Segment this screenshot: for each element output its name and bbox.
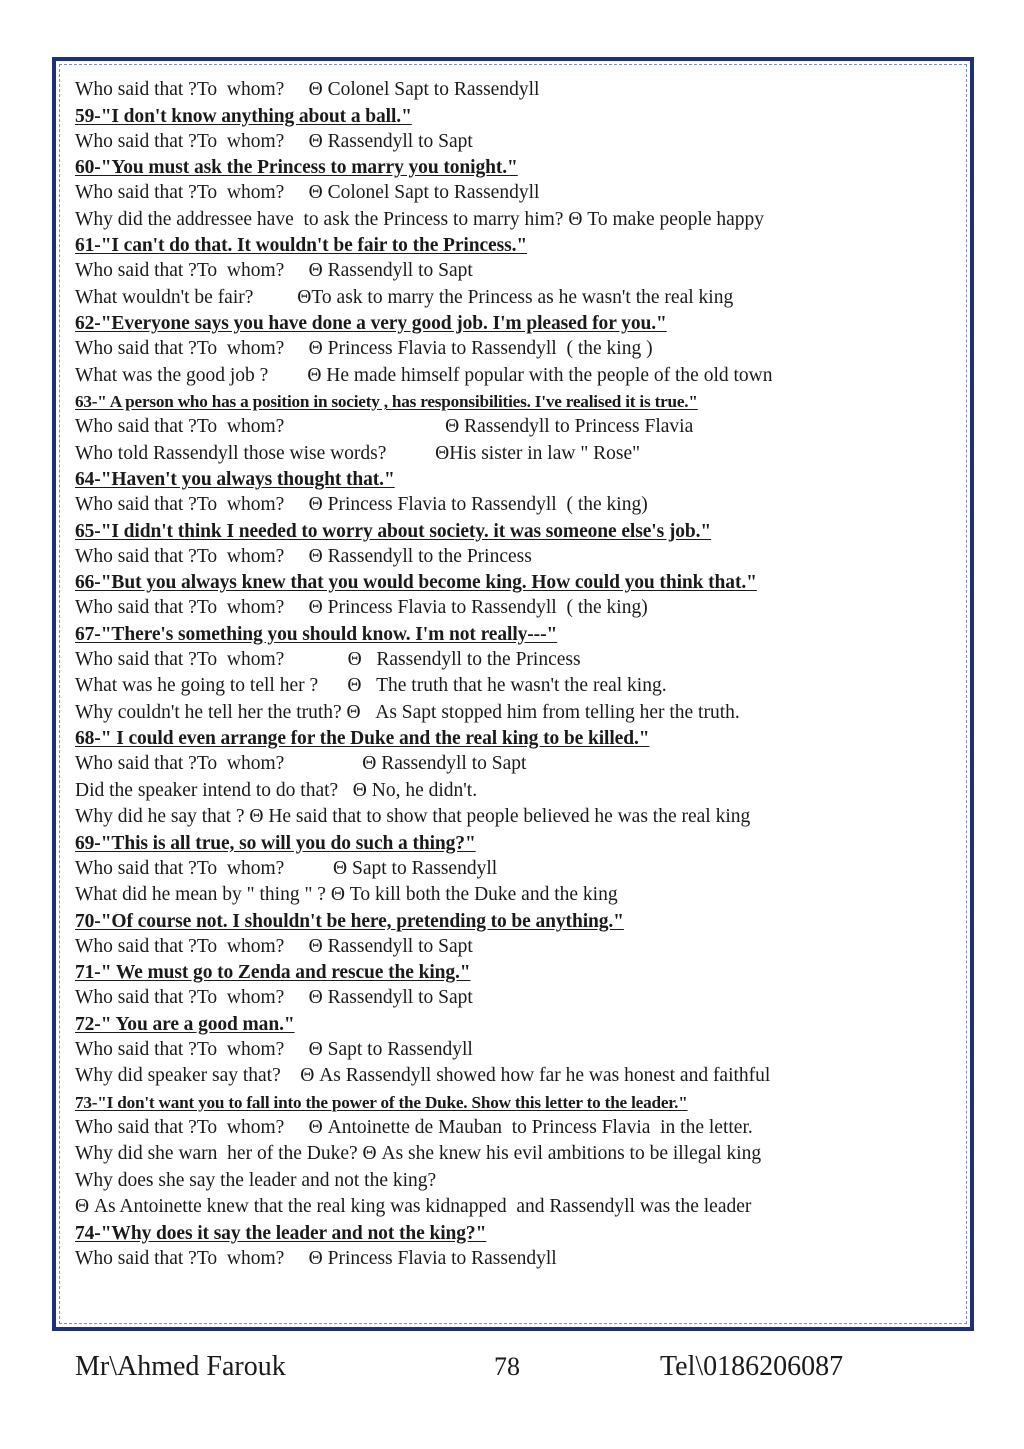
answer-line: Who said that ?To whom? Θ Rassendyll to the Princess	[75, 648, 581, 670]
footer-author: Mr\Ahmed Farouk	[75, 1351, 286, 1382]
quotation-heading: 70-"Of course not. I shouldn't be here, pretending to be anything."	[75, 910, 624, 932]
answer-line: Did the speaker intend to do that? Θ No, he didn't.	[75, 779, 478, 801]
answer-line: What did he mean by " thing " ? Θ To kill both the Duke and the king	[75, 884, 618, 905]
answer-line: Why does she say the leader and not the king?	[75, 1169, 437, 1191]
answer-line: Who said that ?To whom? Θ Rassendyll to Sapt	[75, 935, 473, 957]
answer-line: Why did he say that ? Θ He said that to show that people believed he was the real king	[75, 806, 751, 827]
quotation-heading: 60-"You must ask the Princess to marry you tonight."	[75, 157, 518, 178]
answer-line: Who said that ?To whom? Θ Sapt to Rassendyll	[75, 857, 498, 879]
page-number: 78	[494, 1352, 520, 1381]
answer-line: Who said that ?To whom? Θ Antoinette de Mauban to Princess Flavia in the letter.	[75, 1116, 753, 1138]
quotation-heading: 66-"But you always knew that you would become king. How could you think that."	[75, 572, 757, 593]
quotation-heading: 69-"This is all true, so will you do such a thing?"	[75, 832, 476, 854]
document-body	[75, 77, 955, 1272]
answer-line: Why did speaker say that? Θ As Rassendyll showed how far he was honest and faithful	[75, 1065, 771, 1086]
quotation-heading: 61-"I can't do that. It wouldn't be fair to the Princess."	[75, 235, 528, 256]
answer-line: Θ As Antoinette knew that the real king was kidnapped and Rassendyll was the leader	[75, 1196, 752, 1217]
answer-line: What was he going to tell her ? Θ The truth that he wasn't the real king.	[75, 675, 667, 696]
answer-line: Who said that ?To whom? Θ Colonel Sapt to Rassendyll	[75, 79, 540, 100]
answer-line: Who said that ?To whom? Θ Princess Flavia to Rassendyll ( the king)	[75, 494, 648, 515]
answer-line: What wouldn't be fair? ΘTo ask to marry the Princess as he wasn't the real king	[75, 286, 734, 308]
answer-line: Who told Rassendyll those wise words? ΘHis sister in law " Rose"	[75, 442, 641, 464]
quotation-heading: 67-"There's something you should know. I'm not really---"	[75, 623, 558, 645]
quotation-heading: 62-"Everyone says you have done a very good job. I'm pleased for you."	[75, 313, 667, 334]
quotation-heading: 72-" You are a good man."	[75, 1013, 295, 1035]
quotation-heading: 71-" We must go to Zenda and rescue the king."	[75, 962, 471, 983]
answer-line: Why did the addressee have to ask the Princess to marry him? Θ To make people happy	[75, 208, 765, 230]
quotation-heading: 63-" A person who has a position in society , has responsibilities. I've realised it is true."	[75, 392, 698, 411]
quotation-heading: 65-"I didn't think I needed to worry about society. it was someone else's job."	[75, 520, 712, 542]
answer-line: Who said that ?To whom? Θ Colonel Sapt to Rassendyll	[75, 182, 540, 203]
answer-line: What was the good job ? Θ He made himself popular with the people of the old town	[75, 364, 773, 386]
answer-line: Who said that ?To whom? Θ Princess Flavia to Rassendyll	[75, 1247, 557, 1269]
answer-line: Why did she warn her of the Duke? Θ As she knew his evil ambitions to be illegal king	[75, 1143, 762, 1164]
answer-line: Who said that ?To whom? Θ Rassendyll to Sapt	[75, 130, 473, 152]
footer-telephone: Tel\0186206087	[660, 1351, 844, 1382]
answer-line: Who said that ?To whom? Θ Rassendyll to Princess Flavia	[75, 416, 694, 437]
quotation-heading: 59-"I don't know anything about a ball."	[75, 105, 412, 127]
answer-line: Who said that ?To whom? Θ Princess Flavia to Rassendyll ( the king)	[75, 597, 648, 618]
answer-line: Who said that ?To whom? Θ Rassendyll to the Princess	[75, 545, 532, 567]
answer-line: Why couldn't he tell her the truth? Θ As Sapt stopped him from telling her the truth.	[75, 701, 740, 723]
answer-line: Who said that ?To whom? Θ Sapt to Rassendyll	[75, 1038, 473, 1060]
quotation-heading: 64-"Haven't you always thought that."	[75, 469, 395, 490]
quotation-heading: 73-"I don't want you to fall into the power of the Duke. Show this letter to the leader."	[75, 1092, 688, 1112]
quotation-heading: 74-"Why does it say the leader and not the king?"	[75, 1222, 487, 1244]
answer-line: Who said that ?To whom? Θ Princess Flavia to Rassendyll ( the king )	[75, 338, 653, 359]
answer-line: Who said that ?To whom? Θ Rassendyll to Sapt	[75, 987, 473, 1008]
answer-line: Who said that ?To whom? Θ Rassendyll to Sapt	[75, 753, 527, 774]
answer-line: Who said that ?To whom? Θ Rassendyll to Sapt	[75, 260, 473, 281]
quotation-heading: 68-" I could even arrange for the Duke and the real king to be killed."	[75, 728, 650, 749]
